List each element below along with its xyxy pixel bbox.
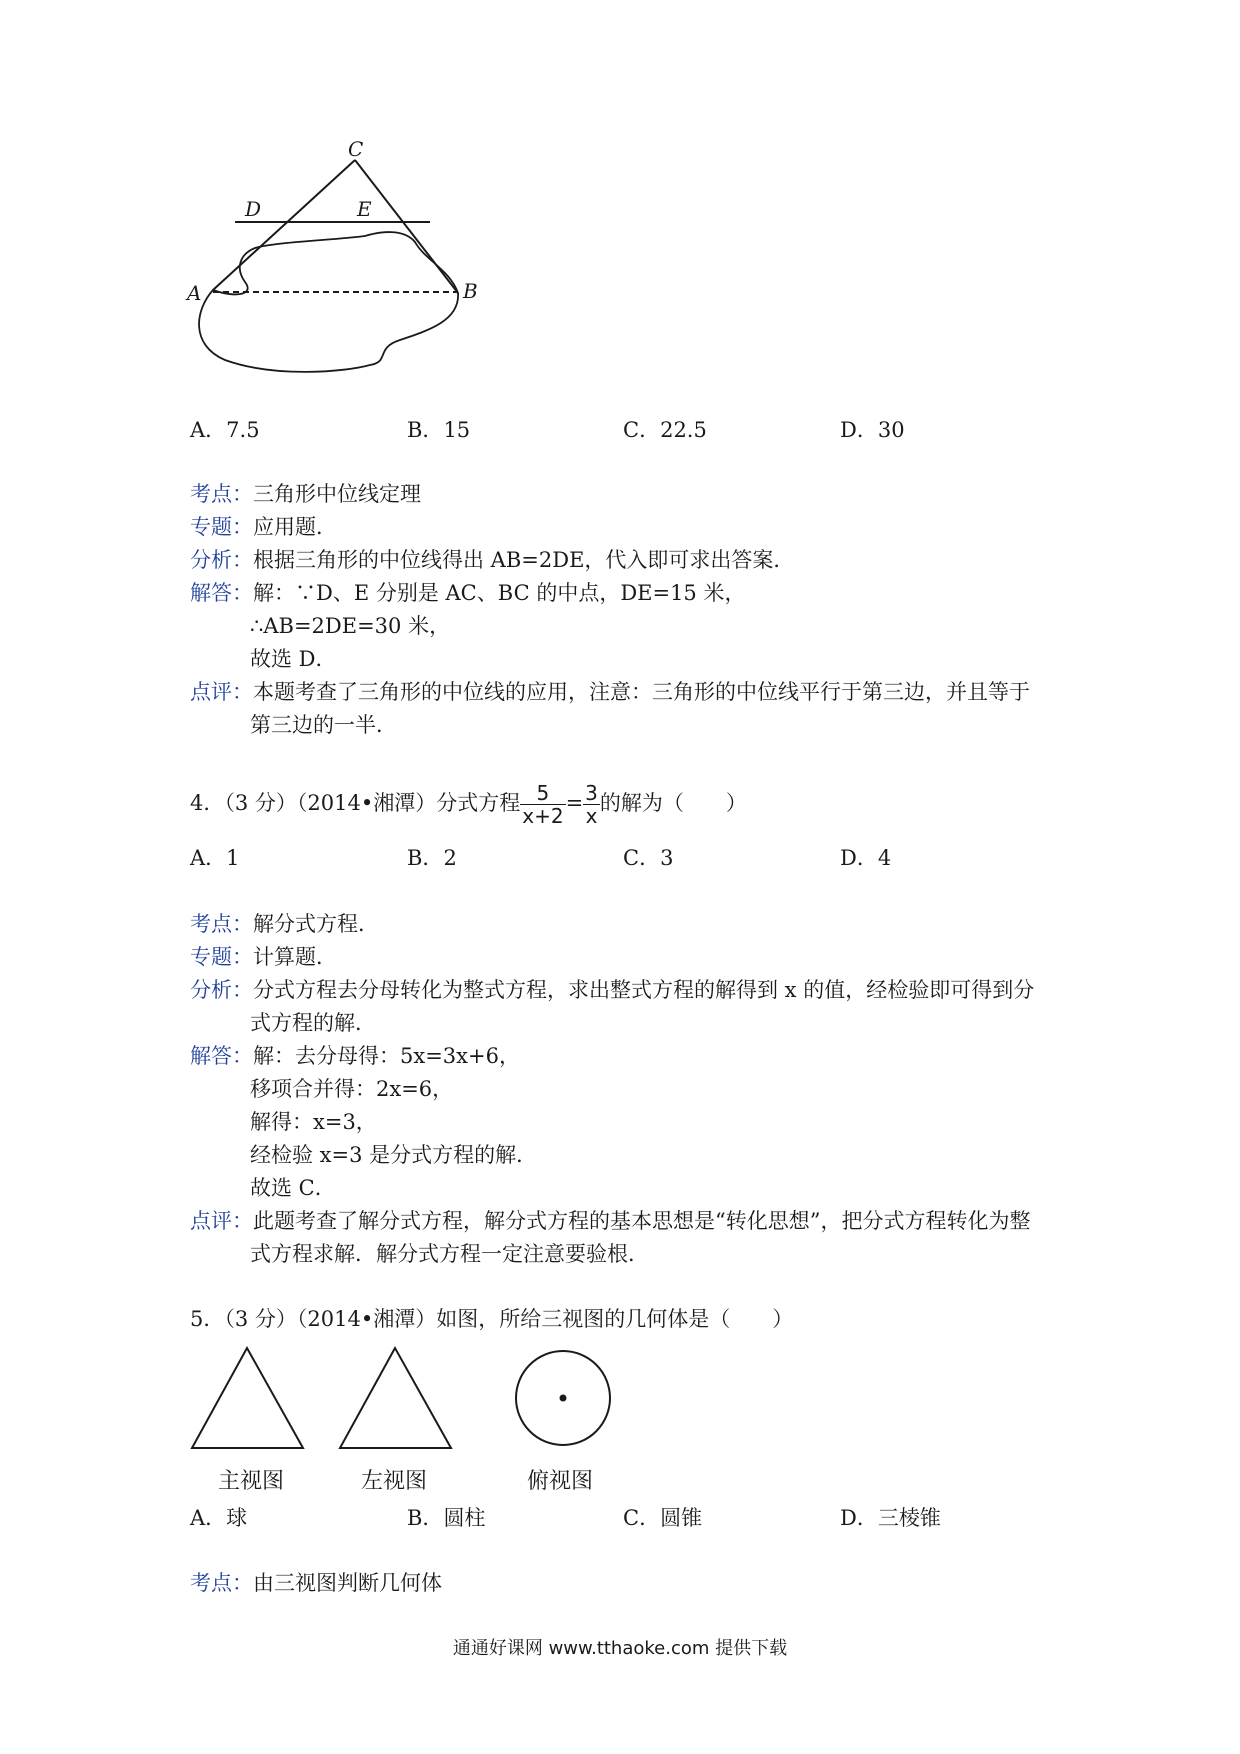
three-views-figure (190, 1345, 630, 1455)
q4-jieda-line2: 移项合并得：2x=6， (250, 1077, 454, 1101)
view-label-top: 俯视图 (527, 1469, 594, 1494)
q4-fraction-2: $\frac{3}{x}$ (585, 781, 598, 828)
label-e: E (357, 197, 372, 221)
q3-jieda-line3: 故选 D． (250, 647, 337, 671)
q3-option-c: C．22.5 (623, 418, 707, 442)
q3-zhuanti: 专题：应用题． (190, 515, 337, 539)
triangle-midline-figure (185, 137, 485, 410)
q3-dianping-line2: 第三边的一半． (250, 713, 397, 737)
q4-fenxi-line2: 式方程的解． (250, 1011, 376, 1035)
q4-dianping-line2: 式方程求解．解分式方程一定注意要验根． (250, 1242, 649, 1266)
q3-dianping: 点评：本题考查了三角形的中位线的应用，注意：三角形的中位线平行于第三边，并且等于 (190, 680, 1030, 704)
q4-stem: 4．（3 分）（2014•湘潭）分式方程 $\frac{5}{x+2}$ = $\frac{3}{x}$ 的解为（ ） (190, 781, 747, 828)
q3-option-b: B．15 (407, 418, 471, 442)
q5-option-d: D．三棱锥 (840, 1506, 941, 1530)
q4-jieda: 解答：解：去分母得：5x=3x+6， (190, 1044, 520, 1068)
q4-option-c: C．3 (623, 846, 674, 870)
label-b: B (463, 279, 478, 303)
q4-zhuanti: 专题：计算题． (190, 945, 337, 969)
top-view-center-dot (560, 1395, 567, 1402)
side-view-triangle (340, 1348, 451, 1448)
q4-jieda-line4: 经检验 x=3 是分式方程的解． (250, 1143, 538, 1167)
q3-option-d: D．30 (840, 418, 905, 442)
q4-option-b: B．2 (407, 846, 457, 870)
q4-jieda-line3: 解得：x=3， (250, 1110, 377, 1134)
q4-fenxi: 分析：分式方程去分母转化为整式方程，求出整式方程的解得到 x 的值，经检验即可得到分 (190, 978, 1035, 1002)
label-d: D (245, 197, 262, 221)
q3-option-a: A．7.5 (190, 418, 260, 442)
q3-kaodian: 考点：三角形中位线定理 (190, 482, 421, 506)
page-footer: 通通好课网 www.tthaoke.com 提供下载 (452, 1638, 788, 1659)
q5-option-c: C．圆锥 (623, 1506, 703, 1530)
view-label-front: 主视图 (218, 1469, 285, 1494)
q4-fraction-1: $\frac{5}{x+2}$ (522, 781, 564, 828)
view-label-side: 左视图 (361, 1469, 428, 1494)
q5-option-a: A．球 (190, 1506, 248, 1530)
q3-fenxi: 分析：根据三角形的中位线得出 AB=2DE，代入即可求出答案． (190, 548, 795, 572)
q4-option-a: A．1 (190, 846, 240, 870)
label-a: A (187, 281, 202, 305)
front-view-triangle (192, 1348, 303, 1448)
label-c: C (348, 137, 364, 161)
q3-jieda: 解答：解：∵D、E 分别是 AC、BC 的中点，DE=15 米， (190, 581, 746, 605)
q4-kaodian: 考点：解分式方程． (190, 912, 379, 936)
q3-jieda-line2: ∴AB=2DE=30 米， (250, 614, 451, 638)
q4-dianping: 点评：此题考查了解分式方程，解分式方程的基本思想是“转化思想”，把分式方程转化为整 (190, 1209, 1031, 1233)
q5-option-b: B．圆柱 (407, 1506, 486, 1530)
q5-kaodian: 考点：由三视图判断几何体 (190, 1571, 442, 1595)
q4-jieda-line5: 故选 C． (250, 1176, 336, 1200)
q5-stem: 5．（3 分）（2014•湘潭）如图，所给三视图的几何体是（ ） (190, 1307, 794, 1331)
q4-option-d: D．4 (840, 846, 892, 870)
